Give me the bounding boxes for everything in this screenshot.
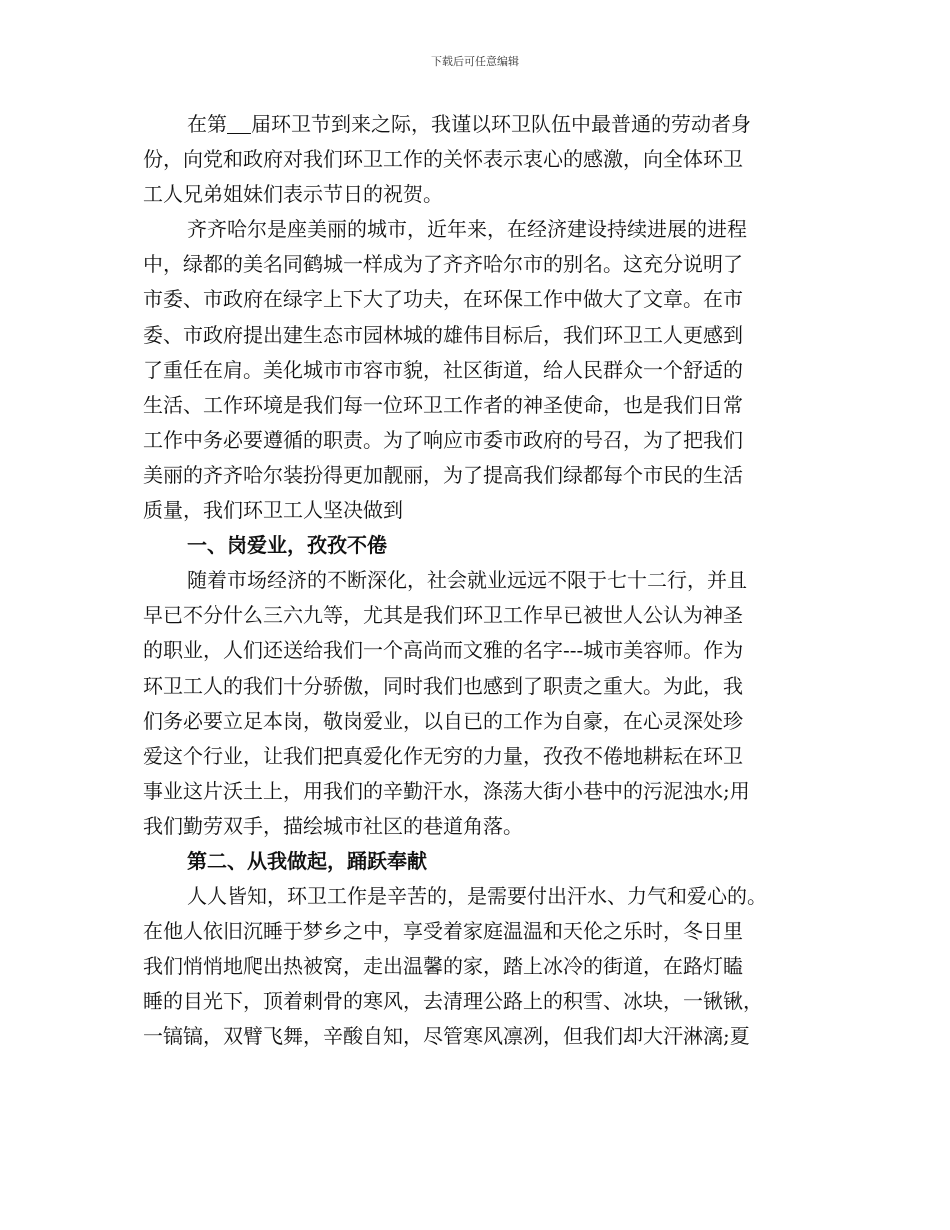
section-heading: 一、岗爱业，孜孜不倦 [187,533,387,558]
paragraph-line: 一镐镐，双臂飞舞，辛酸自知，尽管寒风凛冽，但我们却大汗淋漓;夏 [143,1024,750,1049]
paragraph-line: 我们勤劳双手，描绘城市社区的巷道角落。 [143,813,523,838]
paragraph-line: 们务必要立足本岗，敬岗爱业，以自已的工作为自豪，在心灵深处珍 [143,708,743,733]
paragraph-line: 的职业，人们还送给我们一个高尚而文雅的名字---城市美容师。作为 [143,638,744,663]
paragraph-line: 人人皆知，环卫工作是辛苦的，是需要付出汗水、力气和爱心的。 [187,884,767,909]
paragraph-line: 环卫工人的我们十分骄傲，同时我们也感到了职责之重大。为此，我 [143,673,743,698]
paragraph-line: 份，向党和政府对我们环卫工作的关怀表示衷心的感激，向全体环卫 [143,147,743,172]
paragraph-line: 生活、工作环境是我们每一位环卫工作者的神圣使命，也是我们日常 [143,392,743,417]
paragraph-line: 随着市场经济的不断深化，社会就业远远不限于七十二行，并且 [187,568,747,593]
paragraph-line: 美丽的齐齐哈尔装扮得更加靓丽，为了提高我们绿都每个市民的生活 [143,462,743,487]
paragraph-line: 工作中务必要遵循的职责。为了响应市委市政府的号召，为了把我们 [143,427,743,452]
paragraph-line: 工人兄弟姐妹们表示节日的祝贺。 [143,182,443,207]
paragraph-line: 早已不分什么三六九等，尤其是我们环卫工作早已被世人公认为神圣 [143,603,743,628]
paragraph-line: 齐齐哈尔是座美丽的城市，近年来，在经济建设持续进展的进程 [187,217,747,242]
paragraph-line: 中，绿都的美名同鹤城一样成为了齐齐哈尔市的别名。这充分说明了 [143,252,743,277]
fill-in-blank [227,113,251,134]
page-header: 下载后可任意编辑 [431,55,519,68]
paragraph-line: 质量，我们环卫工人坚决做到 [143,498,403,523]
paragraph-line: 爱这个行业，让我们把真爱化作无穷的力量，孜孜不倦地耕耘在环卫 [143,743,743,768]
paragraph-line: 在他人依旧沉睡于梦乡之中，享受着家庭温温和天伦之乐时，冬日里 [143,919,743,944]
paragraph-line: 我们悄悄地爬出热被窝，走出温馨的家，踏上冰冷的街道，在路灯瞌 [143,954,743,979]
section-heading: 第二、从我做起，踊跃奉献 [187,848,427,873]
paragraph-line [143,107,811,142]
document-body [143,107,811,1055]
paragraph-line: 委、市政府提出建生态市园林城的雄伟目标后，我们环卫工人更感到 [143,322,743,347]
paragraph-line: 了重任在肩。美化城市市容市貌，社区街道，给人民群众一个舒适的 [143,357,743,382]
text-span: 届环卫节到来之际，我谨以环卫队伍中最普通的劳动者身 [251,112,751,136]
paragraph-line: 市委、市政府在绿字上下大了功夫，在环保工作中做大了文章。在市 [143,287,743,312]
paragraph-line: 睡的目光下，顶着刺骨的寒风，去清理公路上的积雪、冰块，一锹锹， [143,989,763,1014]
text-span: 在第 [187,112,227,136]
paragraph-line: 事业这片沃土上，用我们的辛勤汗水，涤荡大街小巷中的污泥浊水;用 [143,778,750,803]
